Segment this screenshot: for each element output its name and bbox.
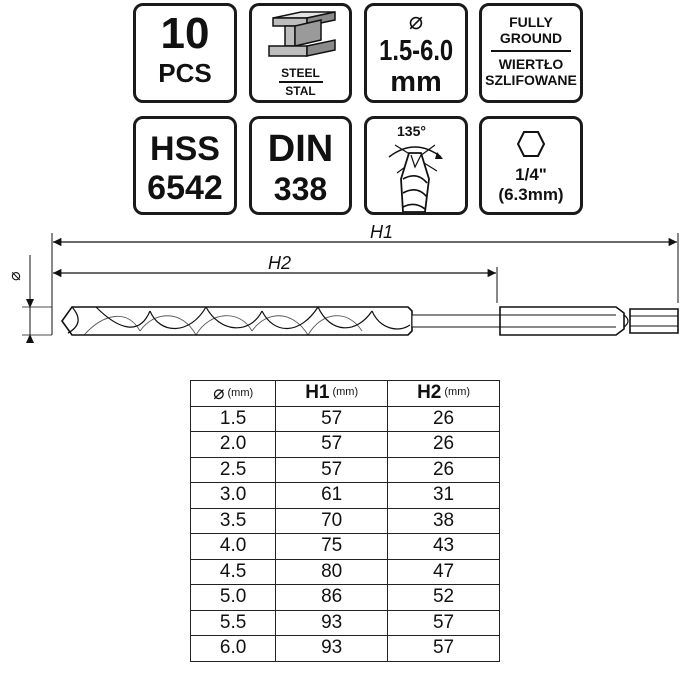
wiertlo-label: WIERTŁO: [498, 56, 564, 72]
table-row: [191, 508, 500, 534]
drill-bit-illustration: [62, 307, 678, 335]
drill-dimension-drawing: [0, 215, 684, 380]
fully-label: FULLY: [509, 14, 553, 30]
h2-label: H2: [268, 253, 292, 273]
table-row: [191, 585, 500, 611]
shank-metric: (6.3mm): [498, 185, 564, 204]
cell-diameter: 5.0: [191, 585, 276, 611]
din-label: DIN: [267, 128, 334, 170]
diameter-symbol: ⌀: [408, 8, 424, 35]
cell-diameter: 5.5: [191, 610, 276, 636]
table-row: [191, 406, 500, 432]
cell-h1: 61: [276, 483, 388, 509]
steel-profile-icon: [261, 10, 341, 64]
din-badge: [249, 116, 352, 215]
cell-h2: 57: [388, 636, 500, 662]
diameter-badge: [364, 3, 468, 103]
hss-label: HSS: [150, 130, 220, 168]
pcs-count: 10: [160, 9, 210, 58]
cell-h1: 93: [276, 610, 388, 636]
header-h1: H1 (mm): [276, 381, 388, 407]
table-row: [191, 559, 500, 585]
cell-h2: 26: [388, 457, 500, 483]
cell-h1: 80: [276, 559, 388, 585]
angle-label: 135°: [397, 123, 426, 139]
steel-label: STEEL: [281, 66, 320, 80]
angle-badge: [364, 116, 468, 215]
table-header-row: [191, 381, 500, 407]
ground-badge: [479, 3, 583, 103]
cell-h1: 57: [276, 406, 388, 432]
table-row: [191, 457, 500, 483]
din-number: 338: [273, 171, 328, 207]
table-row: [191, 534, 500, 560]
cell-h2: 26: [388, 432, 500, 458]
cell-diameter: 3.0: [191, 483, 276, 509]
stal-label: STAL: [285, 84, 316, 98]
shank-size: 1/4": [515, 165, 547, 184]
pcs-badge: [133, 3, 237, 103]
pcs-unit: PCS: [158, 58, 212, 88]
cell-h1: 57: [276, 432, 388, 458]
cell-diameter: 2.5: [191, 457, 276, 483]
cell-diameter: 2.0: [191, 432, 276, 458]
size-table: [190, 380, 500, 662]
shank-badge: [479, 116, 583, 215]
cell-h2: 26: [388, 406, 500, 432]
szlifowane-label: SZLIFOWANE: [485, 72, 577, 88]
steel-badge: [249, 3, 352, 103]
ground-label: GROUND: [499, 30, 563, 46]
drill-tip-angle-icon: [367, 119, 465, 212]
cell-h2: 52: [388, 585, 500, 611]
cell-h1: 75: [276, 534, 388, 560]
hss-grade: 6542: [147, 169, 223, 207]
diameter-unit: mm: [390, 66, 442, 98]
cell-h2: 57: [388, 610, 500, 636]
cell-diameter: 4.0: [191, 534, 276, 560]
h1-label: H1: [370, 222, 394, 242]
cell-diameter: 1.5: [191, 406, 276, 432]
hexagon-icon: [516, 129, 546, 159]
diameter-dimension-symbol: ⌀: [5, 271, 24, 281]
diameter-range: 1.5-6.0: [378, 35, 454, 67]
cell-h1: 93: [276, 636, 388, 662]
table-row: [191, 636, 500, 662]
cell-diameter: 4.5: [191, 559, 276, 585]
cell-h1: 57: [276, 457, 388, 483]
cell-h2: 43: [388, 534, 500, 560]
header-h2: H2 (mm): [388, 381, 500, 407]
cell-h2: 31: [388, 483, 500, 509]
table-row: [191, 432, 500, 458]
table-row: [191, 610, 500, 636]
cell-h1: 70: [276, 508, 388, 534]
cell-diameter: 3.5: [191, 508, 276, 534]
header-diameter: ⌀ (mm): [191, 381, 276, 407]
hss-badge: [133, 116, 237, 215]
cell-h2: 38: [388, 508, 500, 534]
table-row: [191, 483, 500, 509]
cell-diameter: 6.0: [191, 636, 276, 662]
cell-h2: 47: [388, 559, 500, 585]
cell-h1: 86: [276, 585, 388, 611]
